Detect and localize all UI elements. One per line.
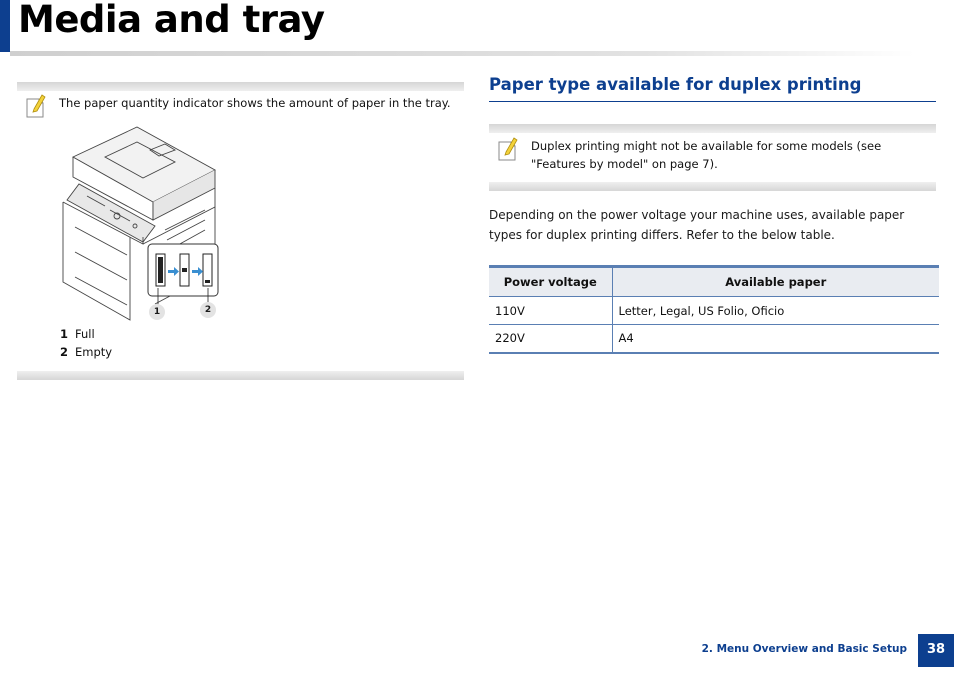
note-pencil-icon (25, 93, 47, 119)
legend-label: Empty (75, 345, 113, 359)
legend-label: Full (75, 327, 95, 341)
table-row (489, 325, 939, 353)
table-cell-voltage: 110V (489, 297, 612, 325)
right-note-bottom-band (489, 182, 936, 191)
page-title: Media and tray (18, 0, 325, 41)
left-note-bottom-band (17, 371, 464, 380)
table-cell-voltage: 220V (489, 325, 612, 353)
section-divider (489, 101, 936, 102)
legend-number: 2 (60, 345, 69, 359)
table-row (489, 297, 939, 325)
right-note-top-band (489, 124, 936, 133)
legend-item-full (60, 327, 95, 341)
callout-2: 2 (200, 302, 216, 318)
printer-illustration (55, 122, 230, 322)
legend-number: 1 (60, 327, 69, 341)
title-accent-bar (0, 0, 10, 52)
table-cell-paper: A4 (612, 325, 939, 353)
body-paragraph: Depending on the power voltage your machine uses, available paper types for duplex printing differs. Refer to the below table. (489, 208, 905, 242)
left-note-top-band (17, 82, 464, 91)
right-note-text: Duplex printing might not be available for some models (see "Features by model" on page 7). (531, 139, 882, 171)
column-header-power-voltage: Power voltage (489, 267, 612, 297)
note-pencil-icon (497, 136, 519, 162)
table-cell-paper: Letter, Legal, US Folio, Oficio (612, 297, 939, 325)
column-header-available-paper: Available paper (612, 267, 939, 297)
table-header-row (489, 267, 939, 297)
title-divider (10, 51, 915, 56)
footer-chapter-link[interactable]: 2. Menu Overview and Basic Setup (701, 643, 907, 655)
left-note-text: The paper quantity indicator shows the amount of paper in the tray. (59, 96, 451, 110)
legend-item-empty (60, 345, 112, 359)
section-heading: Paper type available for duplex printing (489, 75, 862, 94)
paper-type-table (489, 265, 939, 354)
page-number: 38 (918, 634, 954, 667)
callout-1: 1 (149, 304, 165, 320)
